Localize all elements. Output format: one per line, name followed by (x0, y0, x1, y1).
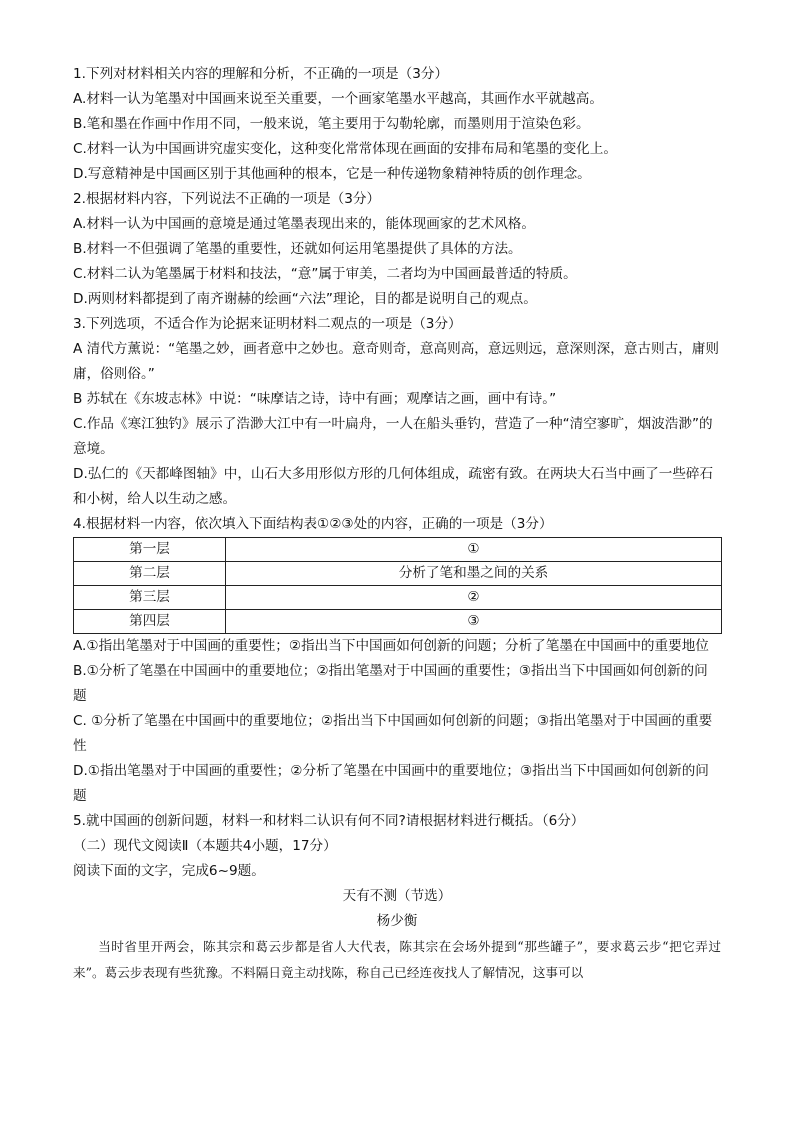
option-d: D.写意精神是中国画区别于其他画种的根本，它是一种传递物象精神特质的创作理念。 (73, 166, 591, 182)
table-cell-content: ③ (226, 610, 722, 634)
option-c: C.材料二认为笔墨属于材料和技法，“意”属于审美，二者均为中国画最普适的特质。 (73, 266, 577, 282)
option-b: B 苏轼在《东坡志林》中说：“味摩诘之诗，诗中有画；观摩诘之画，画中有诗。” (73, 391, 557, 407)
section-2 (73, 834, 721, 986)
option-b: B.材料一不但强调了笔墨的重要性，还就如何运用笔墨提供了具体的方法。 (73, 241, 522, 257)
question-3 (73, 312, 721, 512)
question-4 (73, 512, 721, 809)
table-cell-layer: 第一层 (74, 538, 226, 562)
structure-table (73, 537, 722, 634)
table-cell-content: ① (226, 538, 722, 562)
table-cell-content: ② (226, 586, 722, 610)
page-content (73, 62, 721, 986)
table-cell-layer: 第三层 (74, 586, 226, 610)
option-c: C.材料一认为中国画讲究虚实变化，这种变化常常体现在画面的安排布局和笔墨的变化上。 (73, 141, 617, 157)
story-paragraph: 当时省里开两会，陈其宗和葛云步都是省人大代表，陈其宗在会场外提到“那些罐子”，要求葛云步“把它弄过来”。葛云步表现有些犹豫。不料隔日竟主动找陈，称自己已经连夜找人了解情况，这事可以 (73, 939, 721, 980)
table-cell-layer: 第二层 (74, 562, 226, 586)
option-a: A.材料一认为中国画的意境是通过笔墨表现出来的，能体现画家的艺术风格。 (73, 216, 535, 232)
question-stem: 5.就中国画的创新问题，材料一和材料二认识有何不同?请根据材料进行概括。（6分） (73, 813, 585, 829)
question-2 (73, 187, 721, 312)
question-5 (73, 809, 721, 834)
question-stem: 3.下列选项，不适合作为论据来证明材料二观点的一项是（3分） (73, 316, 462, 332)
table-row (74, 562, 722, 586)
story-title: 天有不测（节选） (342, 888, 452, 904)
option-d: D.①指出笔墨对于中国画的重要性；②分析了笔墨在中国画中的重要地位；③指出当下中国画如何创新的问题 (73, 763, 709, 804)
option-b: B.笔和墨在作画中作用不同，一般来说，笔主要用于勾勒轮廓，而墨则用于渲染色彩。 (73, 116, 590, 132)
section-instruction: 阅读下面的文字，完成6~9题。 (73, 863, 265, 879)
question-stem: 4.根据材料一内容，依次填入下面结构表①②③处的内容，正确的一项是（3分） (73, 516, 553, 532)
table-row (74, 610, 722, 634)
option-c: C. ①分析了笔墨在中国画中的重要地位；②指出当下中国画如何创新的问题；③指出笔墨对于中国画的重要性 (73, 713, 713, 754)
option-d: D.弘仁的《天都峰图轴》中，山石大多用形似方形的几何体组成，疏密有致。在两块大石当中画了一些碎石和小树，给人以生动之感。 (73, 466, 714, 507)
option-d: D.两则材料都提到了南齐谢赫的绘画“六法”理论，目的都是说明自己的观点。 (73, 291, 537, 307)
story-author: 杨少衡 (376, 913, 418, 929)
question-1 (73, 62, 721, 187)
story-text (73, 934, 721, 986)
table-cell-layer: 第四层 (74, 610, 226, 634)
table-row (74, 586, 722, 610)
option-a: A 清代方薰说：“笔墨之妙，画者意中之妙也。意奇则奇，意高则高，意远则远，意深则深，意古则古，庸则庸，俗则俗。” (73, 341, 719, 382)
question-stem: 2.根据材料内容，下列说法不正确的一项是（3分） (73, 191, 381, 207)
option-c: C.作品《寒江独钓》展示了浩渺大江中有一叶扁舟，一人在船头垂钓，营造了一种“清空寥旷，烟波浩渺”的意境。 (73, 416, 713, 457)
option-b: B.①分析了笔墨在中国画中的重要地位；②指出笔墨对于中国画的重要性；③指出当下中国画如何创新的问题 (73, 663, 708, 704)
section-heading: （二）现代文阅读Ⅱ（本题共4小题，17分） (73, 838, 337, 854)
table-cell-content: 分析了笔和墨之间的关系 (226, 562, 722, 586)
option-a: A.①指出笔墨对于中国画的重要性；②指出当下中国画如何创新的问题；分析了笔墨在中国画中的重要地位 (73, 638, 709, 654)
option-a: A.材料一认为笔墨对中国画来说至关重要，一个画家笔墨水平越高，其画作水平就越高。 (73, 91, 603, 107)
question-stem: 1.下列对材料相关内容的理解和分析，不正确的一项是（3分） (73, 66, 449, 82)
table-row (74, 538, 722, 562)
